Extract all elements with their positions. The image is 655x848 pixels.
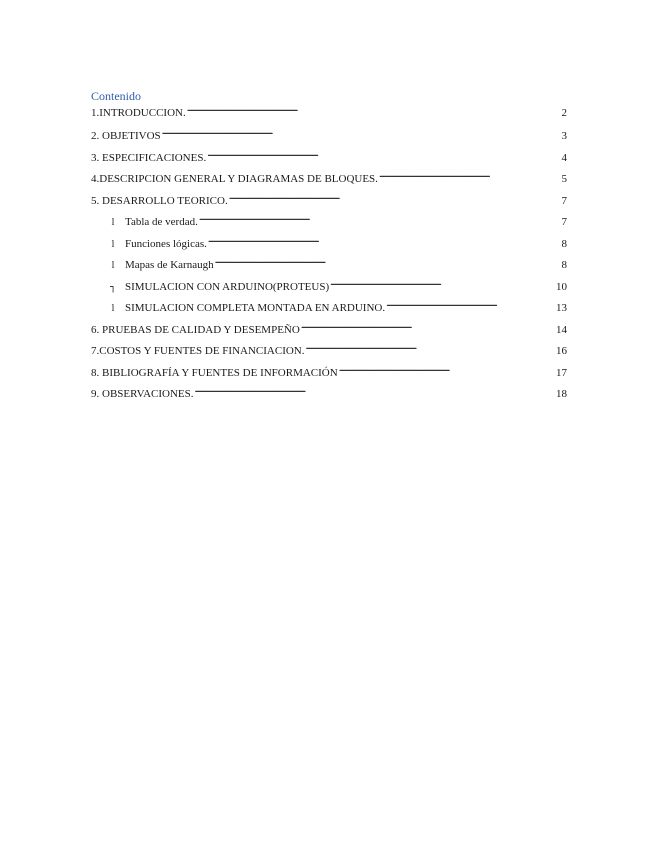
toc-entry-title: SIMULACION CON ARDUINO(PROTEUS)	[125, 280, 330, 293]
toc-heading: Contenido	[91, 89, 141, 103]
toc-entry-title: 7.COSTOS Y FUENTES DE FINANCIACION.	[91, 345, 305, 357]
toc-page-number: 8	[561, 237, 567, 250]
toc-bullet-icon: l	[111, 303, 115, 314]
toc-dot-leader	[187, 107, 560, 118]
toc-entry[interactable]	[91, 169, 567, 191]
table-of-contents	[91, 89, 567, 406]
toc-dot-leader	[339, 367, 554, 378]
toc-dot-leader	[330, 281, 554, 292]
toc-dot-leader	[386, 302, 554, 313]
toc-entry[interactable]	[91, 126, 567, 148]
toc-entry[interactable]	[91, 277, 567, 299]
toc-page-number: 2	[561, 107, 567, 119]
toc-dot-leader	[229, 195, 560, 206]
toc-dot-leader	[208, 238, 560, 249]
toc-bullet-icon: l	[111, 217, 115, 228]
toc-entry-title: 9. OBSERVACIONES.	[91, 388, 194, 400]
toc-entry-title: Mapas de Karnaugh	[125, 259, 214, 271]
toc-page-number: 8	[561, 259, 567, 271]
toc-page-number: 3	[561, 130, 567, 142]
toc-entry[interactable]	[91, 191, 567, 213]
toc-list	[91, 105, 567, 406]
toc-entry[interactable]	[91, 363, 567, 385]
toc-entry-title: 8. BIBLIOGRAFÍA Y FUENTES DE INFORMACIÓN	[91, 366, 338, 379]
toc-dot-leader	[379, 173, 560, 184]
toc-dot-leader	[162, 130, 560, 141]
toc-entry[interactable]	[91, 255, 567, 277]
toc-page-number: 4	[561, 151, 567, 164]
toc-page-number: 18	[556, 388, 567, 400]
toc-page-number: 17	[556, 366, 567, 379]
toc-entry[interactable]	[91, 148, 567, 170]
toc-entry-title: Tabla de verdad.	[125, 216, 198, 228]
toc-entry-title: SIMULACION COMPLETA MONTADA EN ARDUINO.	[125, 302, 386, 314]
toc-entry[interactable]	[91, 212, 567, 234]
toc-page-number: 13	[556, 302, 567, 314]
toc-entry[interactable]	[91, 384, 567, 406]
toc-entry[interactable]	[91, 234, 567, 256]
toc-page-number: 16	[556, 345, 567, 357]
toc-entry-title: 1.INTRODUCCION.	[91, 107, 186, 119]
toc-dot-leader	[195, 388, 554, 399]
toc-dot-leader	[207, 152, 559, 163]
toc-entry-title: 6. PRUEBAS DE CALIDAD Y DESEMPEÑO	[91, 323, 300, 336]
toc-page-number: 10	[556, 280, 567, 293]
toc-entry[interactable]	[91, 320, 567, 342]
toc-page-number: 7	[561, 194, 567, 207]
toc-entry-title: 2. OBJETIVOS	[91, 130, 161, 142]
toc-dot-leader	[301, 324, 554, 335]
toc-entry[interactable]	[91, 341, 567, 363]
toc-entry-title: 4.DESCRIPCION GENERAL Y DIAGRAMAS DE BLOQUES.	[91, 173, 378, 185]
toc-entry-title: 5. DESARROLLO TEORICO.	[91, 194, 228, 207]
toc-dot-leader	[199, 216, 560, 227]
toc-bullet-icon: l	[111, 260, 115, 271]
toc-dot-leader	[306, 345, 555, 356]
toc-page-number: 14	[556, 323, 567, 336]
toc-page-number: 7	[561, 216, 567, 228]
toc-entry-title: Funciones lógicas.	[125, 237, 207, 250]
toc-entry[interactable]	[91, 298, 567, 320]
toc-entry[interactable]	[91, 105, 567, 121]
toc-bullet-icon: l	[111, 238, 115, 250]
toc-entry-title: 3. ESPECIFICACIONES.	[91, 151, 207, 164]
toc-bullet-icon: ┐	[109, 281, 117, 293]
toc-dot-leader	[215, 259, 560, 270]
toc-page-number: 5	[561, 173, 567, 185]
